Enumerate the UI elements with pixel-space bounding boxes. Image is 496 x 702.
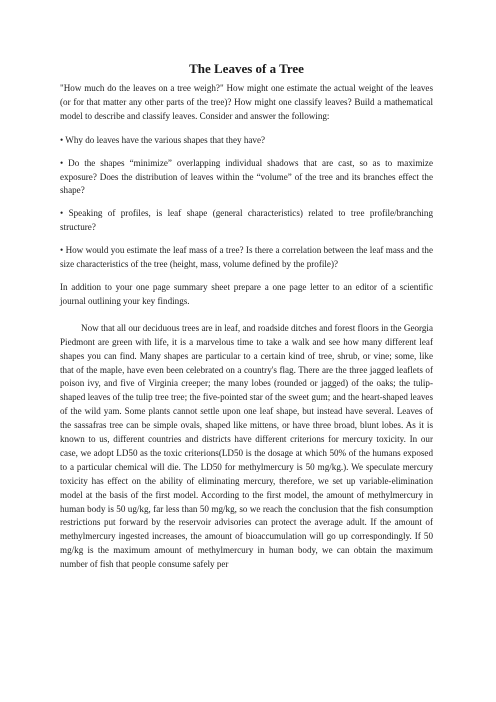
document-title: The Leaves of a Tree (189, 61, 304, 76)
intro-paragraph: "How much do the leaves on a tree weigh?" How might one estimate the actual weight of the leaves (or for that matter any other parts of the tree)? How might one classify leaves? Build a mathematical model to describe and classify leaves. Consider and answer the following: (60, 83, 433, 121)
instruction-paragraph: In addition to your one page summary sheet prepare a one page letter to an editor of a scientific journal outlining your key findings. (60, 281, 433, 306)
body-paragraph: Now that all our deciduous trees are in leaf, and roadside ditches and forest floors in the Georgia Piedmont are green with life, it is a marvelous time to take a walk and see how many different leaf shapes you can find. Many shapes are particular to a certain kind of tree, shrub, or vine; some, like that of the maple, have even been celebrated on a country's flag. There are the three jagged leaflets of poison ivy, and five of Virginia creeper; the many lobes (rounded or jagged) of the oaks; the tulip-shaped leaves of the tulip tree tree; the five-pointed star of the sweet gum; and the heart-shaped leaves of the wild yam. Some plants cannot settle upon one leaf shape, but instead have several. Leaves of the sassafras tree can be simple ovals, shaped like mittens, or have three broad, blunt lobes. As it is known to us, different countries and districts have different criterions for mercury toxicity. In our case, we adopt LD50 as the toxic criterions(LD50 is the dosage at which 50% of the humans exposed to a particular chemical will die. The LD50 for methylmercury is 50 mg/kg.). We speculate mercury toxicity has effect on the ability of eliminating mercury, therefore, we set up variable-elimination model at the basis of the first model. According to the first model, the amount of methylmercury in human body is 50 ug/kg, far less than 50 mg/kg, so we reach the conclusion that the fish consumption restrictions put forward by the reservoir advisories can protect the average adult. If the amount of methylmercury ingested increases, the amount of bioaccumulation will go up correspondingly. If 50 mg/kg is the maximum amount of methylmercury in human body, we can obtain the maximum number of fish that people consume safely per (60, 322, 433, 570)
question-4: • How would you estimate the leaf mass of a tree? Is there a correlation between the leaf mass and the size characteristics of the tree (height, mass, volume defined by the profile)? (60, 245, 433, 270)
document-page (60, 60, 433, 582)
question-2: • Do the shapes “minimize” overlapping individual shadows that are cast, so as to maximize exposure? Does the distribution of leaves within the “volume” of the tree and its branches effect the shape? (60, 157, 433, 196)
question-3: • Speaking of profiles, is leaf shape (general characteristics) related to tree profile/branching structure? (60, 208, 433, 233)
question-1: • Why do leaves have the various shapes that they have? (60, 134, 266, 145)
